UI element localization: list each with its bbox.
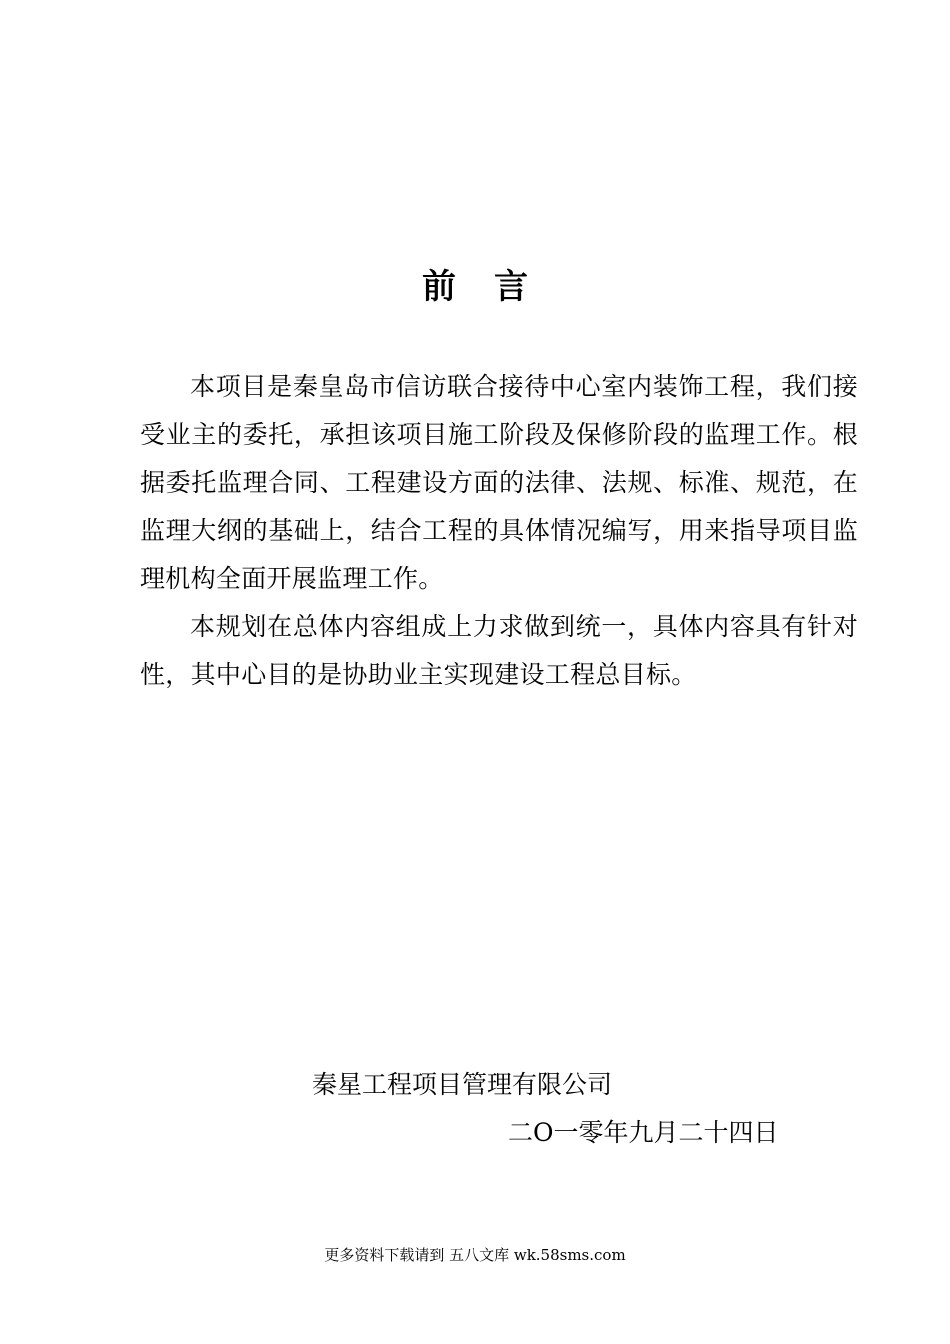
document-title: 前言 bbox=[422, 267, 566, 307]
paragraph-1: 本项目是秦皇岛市信访联合接待中心室内装饰工程，我们接受业主的委托，承担该项目施工阶段及保修阶段的监理工作。根据委托监理合同、工程建设方面的法律、法规、标准、规范，在监理大纲的基础上，结合工程的具体情况编写，用来指导项目监理机构全面开展监理工作。 bbox=[140, 372, 858, 593]
company-name: 秦星工程项目管理有限公司 bbox=[312, 1070, 613, 1099]
paragraph-2: 本规划在总体内容组成上力求做到统一，具体内容具有针对性，其中心目的是协助业主实现建设工程总目标。 bbox=[140, 612, 858, 689]
document-date: 二O一零年九月二十四日 bbox=[508, 1118, 779, 1147]
document-body bbox=[140, 363, 858, 699]
footer-note: 更多资料下载请到 五八文库 wk.58sms.com bbox=[324, 1246, 626, 1264]
